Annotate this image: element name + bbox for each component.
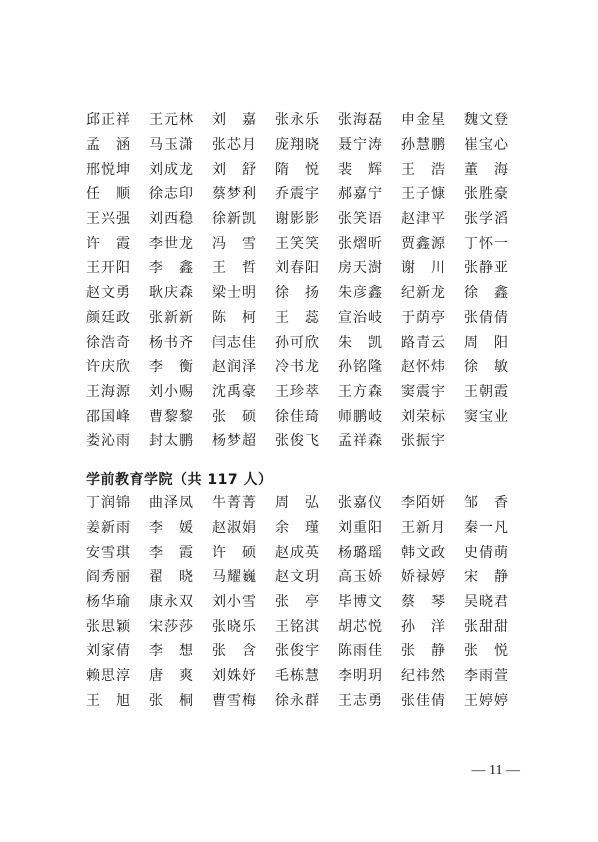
name-cell: 王珍萃 — [275, 383, 319, 400]
name-cell: 陈 柯 — [212, 309, 256, 326]
name-cell: 冷书龙 — [275, 359, 319, 376]
name-cell: 许 硕 — [212, 544, 256, 561]
name-cell: 赵文勇 — [86, 285, 130, 302]
name-cell: 张学滔 — [464, 211, 508, 228]
name-cell: 王 浩 — [401, 161, 445, 178]
name-cell: 王 哲 — [212, 260, 256, 277]
name-cell: 张 硕 — [212, 408, 256, 425]
name-cell: 王婷婷 — [464, 692, 508, 709]
name-cell: 董 海 — [464, 161, 508, 178]
section-heading: 学前教育学院（共 117 人） — [86, 472, 273, 488]
name-cell: 任 顺 — [86, 186, 130, 203]
name-cell: 康永双 — [149, 594, 193, 611]
name-cell: 高玉娇 — [338, 569, 382, 586]
name-cell: 于荫亭 — [401, 309, 445, 326]
name-cell: 张 亭 — [275, 594, 319, 611]
name-cell: 赵怀炜 — [401, 359, 445, 376]
name-cell: 窦震宇 — [401, 383, 445, 400]
name-cell: 封太鹏 — [149, 433, 193, 450]
name-cell: 赵润泽 — [212, 359, 256, 376]
name-row — [86, 133, 526, 158]
name-cell: 马玉潇 — [149, 137, 193, 154]
name-cell: 王朝霞 — [464, 383, 508, 400]
name-cell: 王元林 — [149, 112, 193, 129]
name-cell: 邵国峰 — [86, 408, 130, 425]
name-cell: 娇禄婷 — [401, 569, 445, 586]
name-cell: 胡芯悦 — [338, 618, 382, 635]
name-cell: 裴 辉 — [338, 161, 382, 178]
name-cell: 张 桐 — [149, 692, 193, 709]
name-cell: 杨梦超 — [212, 433, 256, 450]
name-cell: 周 阳 — [464, 334, 508, 351]
name-cell: 李 媛 — [149, 520, 193, 537]
name-cell: 刘西稳 — [149, 211, 193, 228]
name-cell: 邱正祥 — [86, 112, 130, 129]
name-cell: 宣治岐 — [338, 309, 382, 326]
name-cell: 孙可欣 — [275, 334, 319, 351]
name-cell: 张俊宇 — [275, 643, 319, 660]
name-cell: 吴晓君 — [464, 594, 508, 611]
name-cell: 李世龙 — [149, 235, 193, 252]
name-cell: 许庆欣 — [86, 359, 130, 376]
name-cell: 徐志印 — [149, 186, 193, 203]
name-row — [86, 664, 526, 689]
name-cell: 张新新 — [149, 309, 193, 326]
name-row — [86, 491, 526, 516]
name-cell: 毕博文 — [338, 594, 382, 611]
name-cell: 刘成龙 — [149, 161, 193, 178]
name-row — [86, 355, 526, 380]
name-list-section-1 — [86, 108, 526, 454]
page-number: — 11 — — [471, 763, 520, 778]
name-cell: 韩文政 — [401, 544, 445, 561]
name-cell: 孟祥森 — [338, 433, 382, 450]
name-cell: 张芯月 — [212, 137, 256, 154]
name-cell: 耿庆森 — [149, 285, 193, 302]
name-row — [86, 639, 526, 664]
name-cell: 颜廷政 — [86, 309, 130, 326]
name-cell: 邢悦坤 — [86, 161, 130, 178]
name-cell: 孟 涵 — [86, 137, 130, 154]
name-cell: 崔宝心 — [464, 137, 508, 154]
name-cell: 张永乐 — [275, 112, 319, 129]
name-cell: 毛栋慧 — [275, 668, 319, 685]
name-cell: 孙 洋 — [401, 618, 445, 635]
name-cell: 谢影影 — [275, 211, 319, 228]
name-cell: 秦一凡 — [464, 520, 508, 537]
name-cell: 张振宇 — [401, 433, 445, 450]
name-cell: 纪新龙 — [401, 285, 445, 302]
name-cell: 王笑笑 — [275, 235, 319, 252]
name-row — [86, 565, 526, 590]
name-cell: 张静亚 — [464, 260, 508, 277]
name-cell: 丁润锦 — [86, 495, 130, 512]
name-cell: 宋莎莎 — [149, 618, 193, 635]
name-cell: 窦宝业 — [464, 408, 508, 425]
name-cell: 张笑语 — [338, 211, 382, 228]
name-cell: 张晓乐 — [212, 618, 256, 635]
name-row — [86, 540, 526, 565]
name-cell: 王新月 — [401, 520, 445, 537]
name-cell: 邹 香 — [464, 495, 508, 512]
name-cell: 张佳倩 — [401, 692, 445, 709]
name-cell: 姜新雨 — [86, 520, 130, 537]
name-cell: 徐永群 — [275, 692, 319, 709]
name-cell: 翟 晓 — [149, 569, 193, 586]
name-cell: 徐 鑫 — [464, 285, 508, 302]
name-cell: 许 霞 — [86, 235, 130, 252]
name-cell: 赵淑娟 — [212, 520, 256, 537]
name-cell: 谢 川 — [401, 260, 445, 277]
name-cell: 郝嘉宁 — [338, 186, 382, 203]
name-row — [86, 404, 526, 429]
name-row — [86, 306, 526, 331]
name-list-section-2 — [86, 491, 526, 713]
name-cell: 刘小雪 — [212, 594, 256, 611]
name-cell: 朱 凯 — [338, 334, 382, 351]
name-cell: 冯 雪 — [212, 235, 256, 252]
name-cell: 张 静 — [401, 643, 445, 660]
name-cell: 周 弘 — [275, 495, 319, 512]
name-cell: 阎秀丽 — [86, 569, 130, 586]
name-cell: 张 悦 — [464, 643, 508, 660]
name-row — [86, 380, 526, 405]
name-cell: 孙慧鹏 — [401, 137, 445, 154]
name-cell: 徐浩奇 — [86, 334, 130, 351]
name-cell: 牛菁菁 — [212, 495, 256, 512]
name-cell: 张 含 — [212, 643, 256, 660]
name-cell: 王 蕊 — [275, 309, 319, 326]
name-cell: 王开阳 — [86, 260, 130, 277]
name-cell: 魏文登 — [464, 112, 508, 129]
name-cell: 李陌妍 — [401, 495, 445, 512]
name-cell: 唐 爽 — [149, 668, 193, 685]
name-cell: 张俊飞 — [275, 433, 319, 450]
name-row — [86, 231, 526, 256]
name-row — [86, 157, 526, 182]
name-cell: 张思颖 — [86, 618, 130, 635]
name-cell: 徐 敏 — [464, 359, 508, 376]
name-row — [86, 207, 526, 232]
name-row — [86, 182, 526, 207]
name-cell: 陈雨佳 — [338, 643, 382, 660]
name-cell: 张熠昕 — [338, 235, 382, 252]
name-cell: 张胜豪 — [464, 186, 508, 203]
name-cell: 丁怀一 — [464, 235, 508, 252]
name-cell: 徐新凯 — [212, 211, 256, 228]
name-cell: 娄沁雨 — [86, 433, 130, 450]
name-cell: 聂宁涛 — [338, 137, 382, 154]
name-row — [86, 614, 526, 639]
name-cell: 王铭淇 — [275, 618, 319, 635]
name-row — [86, 590, 526, 615]
name-cell: 王子慷 — [401, 186, 445, 203]
name-row — [86, 108, 526, 133]
name-cell: 师鹏岐 — [338, 408, 382, 425]
name-cell: 刘春阳 — [275, 260, 319, 277]
name-cell: 徐 扬 — [275, 285, 319, 302]
name-cell: 孙铭隆 — [338, 359, 382, 376]
name-cell: 杨书齐 — [149, 334, 193, 351]
name-cell: 李 霞 — [149, 544, 193, 561]
name-cell: 徐佳琦 — [275, 408, 319, 425]
name-cell: 闫志佳 — [212, 334, 256, 351]
name-cell: 赵文玥 — [275, 569, 319, 586]
name-cell: 刘 舒 — [212, 161, 256, 178]
name-cell: 杨华瑜 — [86, 594, 130, 611]
name-cell: 刘重阳 — [338, 520, 382, 537]
name-cell: 刘家倩 — [86, 643, 130, 660]
name-cell: 李雨萱 — [464, 668, 508, 685]
name-cell: 安雪琪 — [86, 544, 130, 561]
name-cell: 马耀巍 — [212, 569, 256, 586]
name-cell: 杨璐瑶 — [338, 544, 382, 561]
name-cell: 曹雪梅 — [212, 692, 256, 709]
name-cell: 刘小赐 — [149, 383, 193, 400]
name-cell: 蔡梦利 — [212, 186, 256, 203]
name-cell: 余 瑾 — [275, 520, 319, 537]
name-cell: 李明玥 — [338, 668, 382, 685]
name-cell: 路青云 — [401, 334, 445, 351]
name-cell: 王兴强 — [86, 211, 130, 228]
name-cell: 纪祎然 — [401, 668, 445, 685]
name-cell: 朱彦鑫 — [338, 285, 382, 302]
name-cell: 贾鑫源 — [401, 235, 445, 252]
name-cell: 刘姝妤 — [212, 668, 256, 685]
name-cell: 梁士明 — [212, 285, 256, 302]
name-cell: 刘 嘉 — [212, 112, 256, 129]
name-cell: 王志勇 — [338, 692, 382, 709]
name-cell: 李 想 — [149, 643, 193, 660]
name-cell: 沈禹豪 — [212, 383, 256, 400]
name-cell: 王 旭 — [86, 692, 130, 709]
name-cell: 宋 静 — [464, 569, 508, 586]
name-cell: 刘荣标 — [401, 408, 445, 425]
name-cell: 隋 悦 — [275, 161, 319, 178]
name-cell: 赵成英 — [275, 544, 319, 561]
name-row — [86, 256, 526, 281]
name-cell: 房天澍 — [338, 260, 382, 277]
name-cell: 王海源 — [86, 383, 130, 400]
name-cell: 申金星 — [401, 112, 445, 129]
name-row — [86, 689, 526, 714]
name-cell: 蔡 琴 — [401, 594, 445, 611]
name-row — [86, 281, 526, 306]
name-cell: 曹黎黎 — [149, 408, 193, 425]
name-cell: 庞翔晓 — [275, 137, 319, 154]
name-cell: 张嘉仪 — [338, 495, 382, 512]
name-cell: 赵津平 — [401, 211, 445, 228]
name-cell: 张甜甜 — [464, 618, 508, 635]
name-cell: 张倩倩 — [464, 309, 508, 326]
name-cell: 乔震宇 — [275, 186, 319, 203]
name-row — [86, 516, 526, 541]
name-row — [86, 330, 526, 355]
name-cell: 张海磊 — [338, 112, 382, 129]
name-cell: 曲泽凤 — [149, 495, 193, 512]
name-cell: 李 鑫 — [149, 260, 193, 277]
name-row — [86, 429, 526, 454]
name-cell: 王方森 — [338, 383, 382, 400]
name-cell: 李 衡 — [149, 359, 193, 376]
name-cell: 赖思淳 — [86, 668, 130, 685]
name-cell: 史倩萌 — [464, 544, 508, 561]
